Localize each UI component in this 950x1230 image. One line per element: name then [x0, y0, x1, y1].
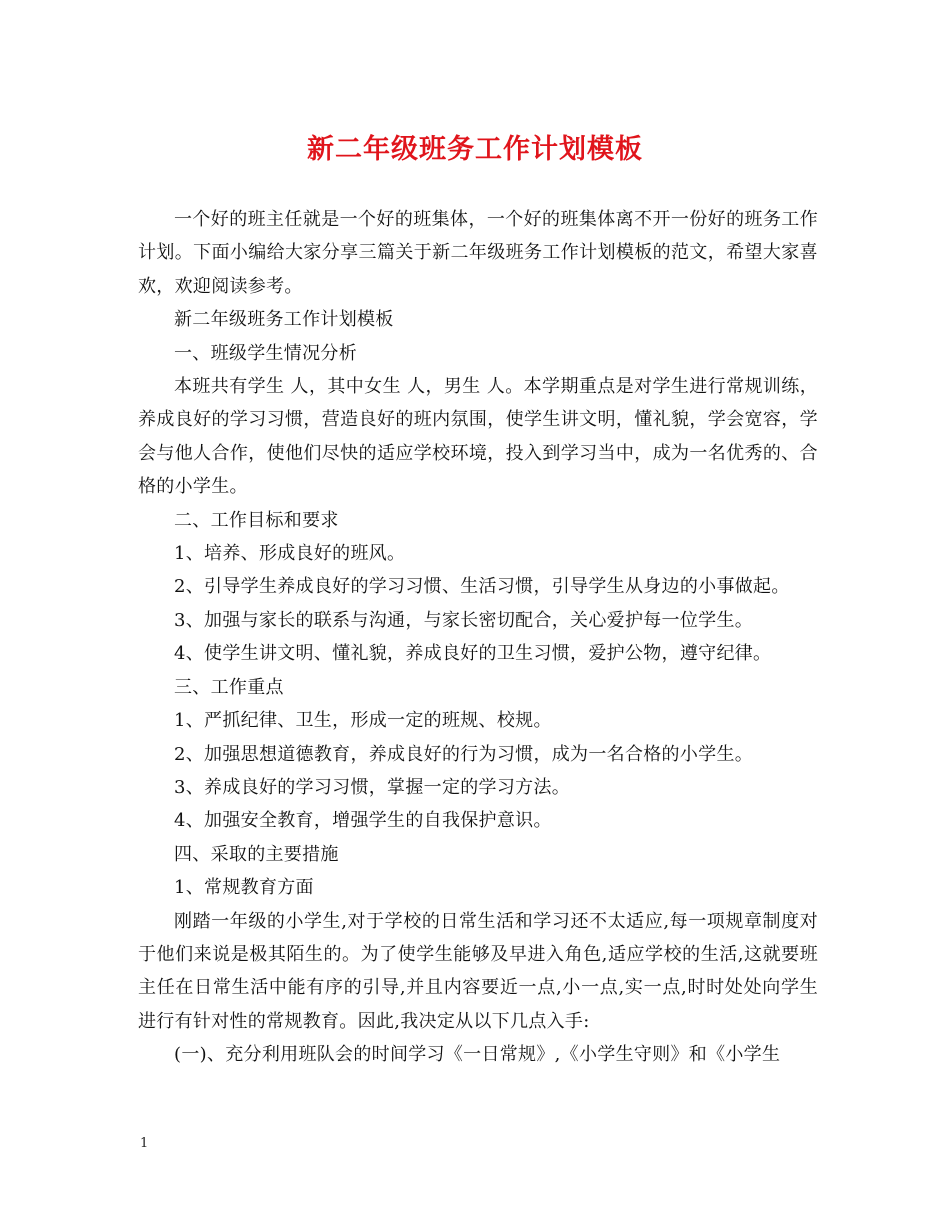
paragraph: 一个好的班主任就是一个好的班集体，一个好的班集体离不开一份好的班务工作计划。下面小编给大家分享三篇关于新二年级班务工作计划模板的范文，希望大家喜欢，欢迎阅读参考。 [138, 209, 818, 297]
subsection-heading: 1、常规教育方面 [174, 877, 314, 899]
paragraph: 本班共有学生 人，其中女生 人，男生 人。本学期重点是对学生进行常规训练，养成良好的学习习惯，营造良好的班内氛围，使学生讲文明，懂礼貌，学会宽容，学会与他人合作，使他们尽快的适应学校环境，投入到学习当中，成为一名优秀的、合格的小学生。 [138, 376, 818, 498]
list-item: 3、养成良好的学习习惯，掌握一定的学习方法。 [174, 776, 571, 798]
section-heading: 四、采取的主要措施 [174, 843, 339, 865]
list-item: 4、加强安全教育，增强学生的自我保护意识。 [174, 810, 552, 832]
list-item: 1、严抓纪律、卫生，形成一定的班规、校规。 [174, 710, 552, 732]
paragraph: 新二年级班务工作计划模板 [174, 309, 394, 331]
document-body [138, 203, 818, 1072]
section-heading: 二、工作目标和要求 [174, 509, 339, 531]
list-item: 2、引导学生养成良好的学习习惯、生活习惯，引导学生从身边的小事做起。 [174, 576, 790, 598]
list-item: 1、培养、形成良好的班风。 [174, 543, 406, 565]
section-heading: 一、班级学生情况分析 [174, 342, 357, 364]
page-number: 1 [140, 1136, 149, 1151]
paragraph: 刚踏一年级的小学生,对于学校的日常生活和学习还不太适应,每一项规章制度对于他们来说是极其陌生的。为了使学生能够及早进入角色,适应学校的生活,这就要班主任在日常生活中能有序的引导,并且内容要近一点,小一点,实一点,时时处处向学生进行有针对性的常规教育。因此,我决定从以下几点入手: [138, 910, 818, 1032]
document-title: 新二年级班务工作计划模板 [307, 134, 643, 165]
paragraph: (一)、充分利用班队会的时间学习《一日常规》,《小学生守则》和《小学生 [174, 1044, 781, 1066]
list-item: 2、加强思想道德教育，养成良好的行为习惯，成为一名合格的小学生。 [174, 743, 754, 765]
list-item: 4、使学生讲文明、懂礼貌，养成良好的卫生习惯，爱护公物，遵守纪律。 [174, 643, 772, 665]
list-item: 3、加强与家长的联系与沟通，与家长密切配合，关心爱护每一位学生。 [174, 609, 754, 631]
section-heading: 三、工作重点 [174, 676, 284, 698]
